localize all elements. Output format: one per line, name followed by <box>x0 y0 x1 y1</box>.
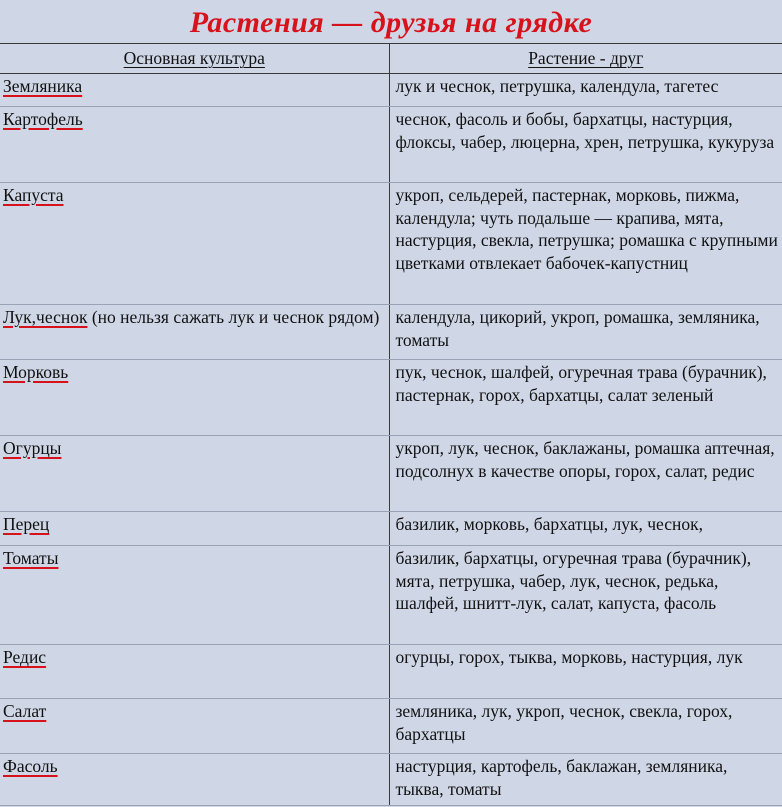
main-crop-cell <box>0 107 389 183</box>
main-crop-cell <box>0 183 389 305</box>
table-row <box>0 645 782 699</box>
crop-note: (но нельзя сажать лук и чеснок рядом) <box>87 307 380 327</box>
main-crop-cell <box>0 754 389 806</box>
friend-plants-cell: настурция, картофель, баклажан, земляника, тыква, томаты <box>389 754 782 806</box>
main-crop-cell <box>0 546 389 645</box>
header-friend-plant: Растение - друг <box>389 44 782 74</box>
friend-plants-cell: пук, чеснок, шалфей, огуречная трава (бурачник), пастернак, горох, бархатцы, салат зеленый <box>389 360 782 436</box>
crop-name: Фасоль <box>3 756 58 776</box>
crop-name: Огурцы <box>3 438 62 458</box>
crop-name: Капуста <box>3 185 64 205</box>
friend-plants-cell: базилик, морковь, бархатцы, лук, чеснок, <box>389 512 782 546</box>
main-crop-cell <box>0 360 389 436</box>
table-header-row <box>0 44 782 74</box>
main-crop-cell <box>0 645 389 699</box>
table-row <box>0 107 782 183</box>
header-main-crop: Основная культура <box>0 44 389 74</box>
friend-plants-cell: огурцы, горох, тыква, морковь, настурция, лук <box>389 645 782 699</box>
friend-plants-cell: чеснок, фасоль и бобы, бархатцы, настурция, флоксы, чабер, люцерна, хрен, петрушка, кукуруза <box>389 107 782 183</box>
crop-name: Редис <box>3 647 47 667</box>
friend-plants-cell: укроп, сельдерей, пастернак, морковь, пижма, календула; чуть подальше — крапива, мята, настурция, свекла, петрушка; ромашка с крупными цветками отвлекает бабочек-капустниц <box>389 183 782 305</box>
table-row <box>0 183 782 305</box>
table-row <box>0 305 782 360</box>
friend-plants-cell: укроп, лук, чеснок, баклажаны, ромашка аптечная, подсолнух в качестве опоры, горох, салат, редис <box>389 436 782 512</box>
main-crop-cell <box>0 436 389 512</box>
crop-name: Морковь <box>3 362 69 382</box>
main-crop-cell <box>0 699 389 754</box>
companion-plants-table <box>0 43 782 806</box>
crop-name: Перец <box>3 514 50 534</box>
page-title: Растения — друзья на грядке <box>189 6 593 39</box>
friend-plants-cell: базилик, бархатцы, огуречная трава (бурачник), мята, петрушка, чабер, лук, чеснок, редька, шалфей, шнитт-лук, салат, капуста, фасоль <box>389 546 782 645</box>
friend-plants-cell: лук и чеснок, петрушка, календула, тагетес <box>389 74 782 107</box>
table-row <box>0 512 782 546</box>
crop-name: Земляника <box>3 76 83 96</box>
main-crop-cell <box>0 512 389 546</box>
crop-name: Салат <box>3 701 47 721</box>
crop-name: Лук,чеснок <box>3 307 88 327</box>
table-row <box>0 436 782 512</box>
table-row <box>0 360 782 436</box>
table-row <box>0 74 782 107</box>
crop-name: Картофель <box>3 109 83 129</box>
friend-plants-cell: земляника, лук, укроп, чеснок, свекла, горох, бархатцы <box>389 699 782 754</box>
crop-name: Томаты <box>3 548 59 568</box>
table-row <box>0 699 782 754</box>
friend-plants-cell: календула, цикорий, укроп, ромашка, земляника, томаты <box>389 305 782 360</box>
table-row <box>0 754 782 806</box>
main-crop-cell <box>0 74 389 107</box>
table-row <box>0 546 782 645</box>
main-crop-cell <box>0 305 389 360</box>
